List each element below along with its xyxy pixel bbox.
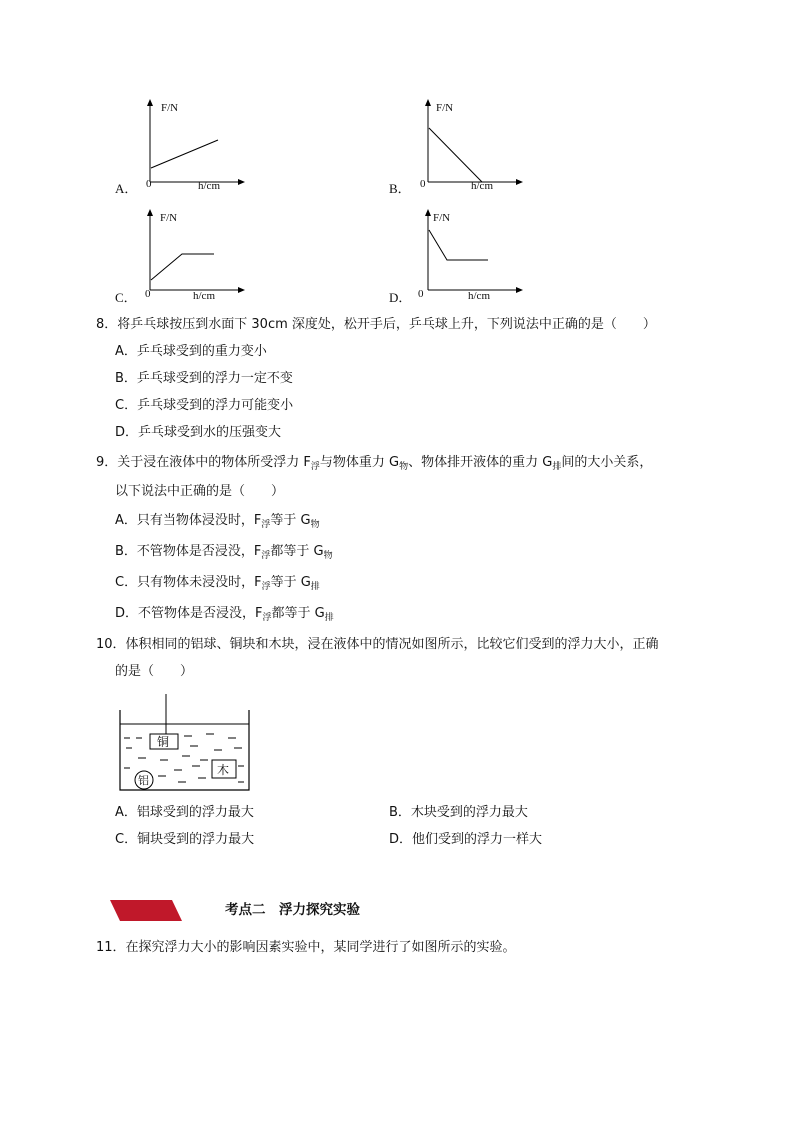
q9-option-b: B．不管物体是否浸没，$F_浮$都等于 $G_物$ <box>115 544 333 561</box>
graph-d-ylabel: F/N <box>433 212 451 224</box>
graph-b-svg <box>390 96 530 196</box>
option-c-label: C． <box>115 290 137 305</box>
q8-option-b: B．乒乓球受到的浮力一定不变 <box>115 371 293 386</box>
graph-b-ylabel: F/N <box>436 102 454 114</box>
q8-option-c: C．乒乓球受到的浮力可能变小 <box>115 398 294 413</box>
q9-stem: 9．关于浸在液体中的物体所受浮力 $F_浮$与物体重力 $G_物$、物体排开液体的重力 $G_排$间的大小关系， <box>96 455 653 472</box>
graph-b-xlabel: h/cm <box>471 180 493 192</box>
q10-stem-line1: 10．体积相同的铝球、铜块和木块，浸在液体中的情况如图所示，比较它们受到的浮力大小，正确 <box>96 637 659 652</box>
q10-figure <box>118 694 254 794</box>
q8-option-a: A．乒乓球受到的重力变小 <box>115 344 267 359</box>
section-title: 考点二 浮力探究实验 <box>225 902 360 918</box>
graph-b-origin: 0 <box>420 178 426 190</box>
option-d-label: D． <box>389 290 412 305</box>
q10-option-b: B．木块受到的浮力最大 <box>389 805 528 820</box>
graph-d-xlabel: h/cm <box>468 290 490 302</box>
q10-option-c: C．铜块受到的浮力最大 <box>115 832 255 847</box>
graph-a-xlabel: h/cm <box>198 180 220 192</box>
option-a-label: A． <box>115 181 138 196</box>
q10-option-a: A．铝球受到的浮力最大 <box>115 805 254 820</box>
q9-stem-line2: 以下说法中正确的是（ ） <box>115 484 285 499</box>
graph-c-ylabel: F/N <box>160 212 178 224</box>
graph-c-xlabel: h/cm <box>193 290 215 302</box>
graph-c-origin: 0 <box>145 288 151 300</box>
q8-option-d: D．乒乓球受到水的压强变大 <box>115 425 282 440</box>
graph-c-line <box>151 254 214 280</box>
option-b-label: B． <box>389 181 411 196</box>
q9-option-c: C．只有物体未浸没时，$F_浮$等于 $G_排$ <box>115 575 320 592</box>
graph-d-origin: 0 <box>418 288 424 300</box>
graph-b-line <box>429 128 482 182</box>
graph-d-line <box>429 230 488 260</box>
q8-stem: 8．将乒乓球按压到水面下 30cm 深度处，松开手后，乒乓球上升，下列说法中正确的是（ ） <box>96 317 656 332</box>
graph-a-line <box>151 140 218 168</box>
aluminum-label: 铝 <box>138 774 149 787</box>
graph-b <box>390 96 530 196</box>
section-marker <box>110 900 184 922</box>
graph-a-ylabel: F/N <box>161 102 179 114</box>
copper-label: 铜 <box>157 735 170 749</box>
q10-option-d: D．他们受到的浮力一样大 <box>389 832 543 847</box>
q10-stem-line2: 的是（ ） <box>115 664 194 679</box>
q9-option-d: D．不管物体是否浸没，$F_浮$都等于 $G_排$ <box>115 606 334 623</box>
graph-a-origin: 0 <box>146 178 152 190</box>
section-marker-shape <box>110 900 184 922</box>
wood-label: 木 <box>217 763 230 777</box>
q9-option-a: A．只有当物体浸没时，$F_浮$等于 $G_物$ <box>115 513 320 530</box>
q11-stem: 11．在探究浮力大小的影响因素实验中，某同学进行了如图所示的实验。 <box>96 940 516 955</box>
